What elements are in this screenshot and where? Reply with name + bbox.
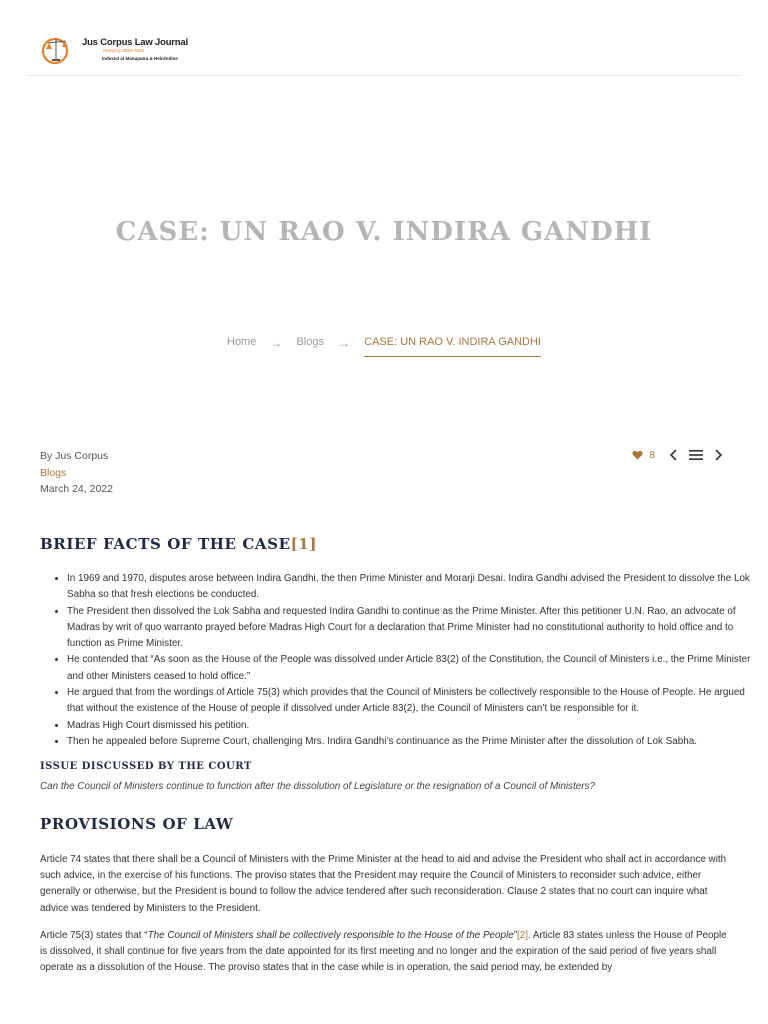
site-header: [0, 0, 768, 76]
chevron-left-icon[interactable]: [669, 449, 679, 461]
list-item: • In 1969 and 1970, disputes arose between Indira Gandhi, the then Prime Minister and Morarji Desai. Indira Gandhi advised the President to dissolve the Lok Sabha so that fresh elections be conducted.: [67, 571, 757, 604]
post-author[interactable]: By Jus Corpus: [40, 450, 109, 462]
post-category[interactable]: Blogs: [40, 466, 67, 479]
breadcrumb-blogs[interactable]: Blogs: [296, 336, 324, 348]
para-text: ”: [513, 930, 517, 941]
grid-menu-icon[interactable]: [689, 449, 703, 461]
breadcrumb-home[interactable]: Home: [227, 336, 257, 348]
heart-icon[interactable]: [632, 450, 643, 460]
facts-list: [40, 571, 757, 750]
scales-of-justice-icon: [40, 34, 70, 66]
logo-issn: ISSN(O): 2582-7820: [103, 48, 145, 53]
list-item: • Then he appealed before Supreme Court, challenging Mrs. Indira Gandhi’s continuance as the Prime Minister after the dissolution of Lok Sabha.: [67, 734, 757, 750]
page-title: CASE: UN RAO V. INDIRA GANDHI: [115, 217, 653, 247]
chevron-right-icon[interactable]: [713, 449, 723, 461]
issue-question: Can the Council of Ministers continue to function after the dissolution of Legislature or the resignation of a Council of Ministers?: [40, 781, 595, 792]
provisions-heading: PROVISIONS OF LAW: [40, 815, 234, 833]
facts-heading: [40, 535, 317, 553]
logo-title: Jus Corpus Law Journal: [82, 37, 188, 48]
issue-heading: ISSUE DISCUSSED BY THE COURT: [40, 761, 252, 772]
site-logo[interactable]: [40, 34, 200, 70]
logo-indexed: Indexed at Manupatra & HeinOnline: [102, 56, 178, 61]
quoted-text: The Council of Ministers shall be collectively responsible to the House of the People: [147, 930, 514, 941]
breadcrumb-current: CASE: UN RAO V. INDIRA GANDHI: [364, 336, 541, 357]
para-text: Article 75(3) states that “: [40, 930, 148, 941]
list-item: • Madras High Court dismissed his petition.: [67, 718, 757, 734]
breadcrumb: [0, 336, 768, 357]
header-divider: [28, 75, 742, 76]
provisions-paragraph: Article 74 states that there shall be a Council of Ministers with the Prime Minister at the head to aid and advise the President who shall act in accordance with such advice, in the exercise of his functions. The proviso states that the President may require the Council of Ministers to reconsider such advice, either generally or otherwise, but the President is bound to follow the advice tendered after such reconsideration. Clause 2 states that no court can inquire what advice was tendered by Ministers to the President.: [40, 854, 727, 914]
post-date: March 24, 2022: [40, 483, 113, 495]
breadcrumb-arrow-icon: →: [338, 336, 351, 350]
para-text: . Article 83 states unless the House of People is dissolved, it shall continue for five years from the date appointed for its first meeting and no longer and the expiration of the said period of five years shall operate as a dissolution of the House. The proviso states that in the case while is in operation, the said period may, be extended by: [40, 930, 727, 974]
footnote-link[interactable]: [1]: [290, 535, 318, 553]
list-item: • He contended that “As soon as the House of the People was dissolved under Article 83(2) of the Constitution, the Council of Ministers i.e., the Prime Minister and other Ministers ceased to hold office.”: [67, 652, 757, 685]
breadcrumb-arrow-icon: →: [270, 336, 283, 350]
facts-heading-text: BRIEF FACTS OF THE CASE: [40, 535, 291, 553]
post-meta: [40, 448, 113, 498]
post-actions: [632, 448, 723, 462]
list-item: • The President then dissolved the Lok Sabha and requested Indira Gandhi to continue as the Prime Minister. After this petitioner U.N. Rao, an advocate of Madras by writ of quo warranto prayed before Madras High Court for a declaration that Prime Minister had no constitutional authority to hold office and to function as Prime Minister.: [67, 604, 757, 653]
provisions-paragraph-2: [40, 928, 730, 977]
footnote-link[interactable]: [2]: [517, 930, 528, 941]
like-count[interactable]: 8: [649, 449, 655, 461]
list-item: • He argued that from the wordings of Article 75(3) which provides that the Council of Ministers be collectively responsible to the House of People. He argued that without the existence of the House of people if dissolved under Article 83(2), the Council of Ministers can’t be responsible for it.: [67, 685, 757, 718]
